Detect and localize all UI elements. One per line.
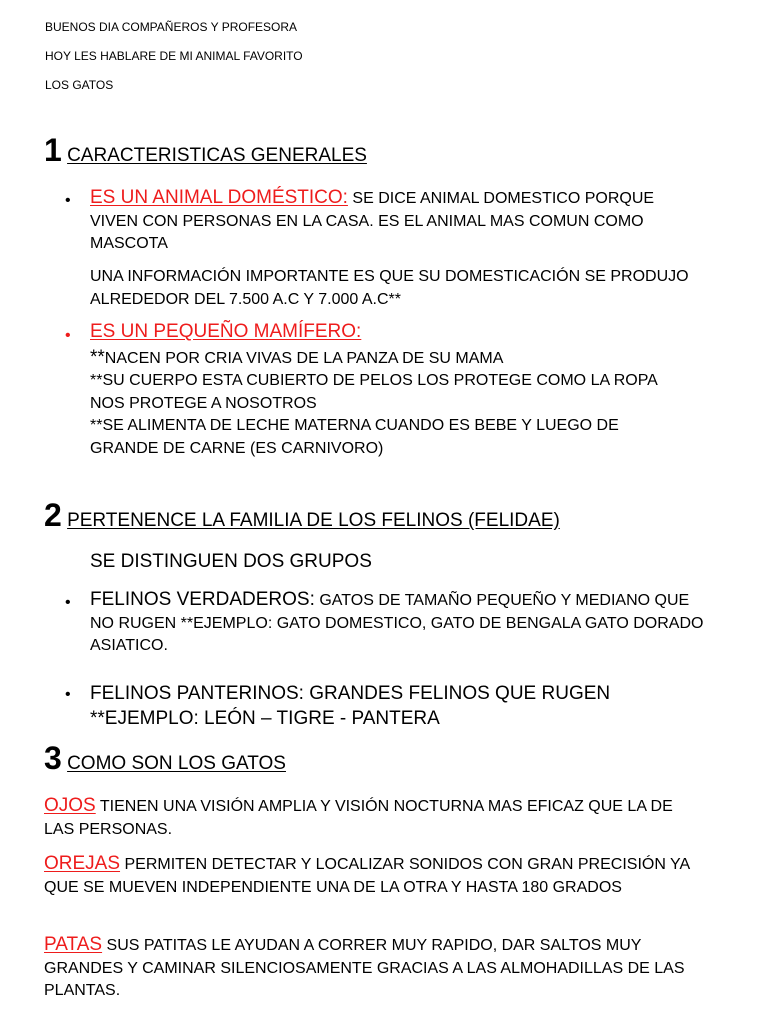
panther-felines-line1: FELINOS PANTERINOS: GRANDES FELINOS QUE RUGEN (90, 683, 611, 704)
eyes-paragraph (44, 795, 704, 841)
mammal-lead: ES UN PEQUEÑO MAMÍFERO: (90, 321, 362, 342)
bullet-icon: • (65, 192, 71, 209)
section-1-number: 1 (44, 132, 62, 168)
section-2-title: PERTENENCE LA FAMILIA DE LOS FELINOS (FELIDAE) (67, 510, 560, 531)
section-2-subtitle: SE DISTINGUEN DOS GRUPOS (90, 551, 372, 572)
domestic-text: SE DICE ANIMAL DOMESTICO PORQUE VIVEN CON PERSONAS EN LA CASA. ES EL ANIMAL MAS COMUN COMO MASCOTA (90, 190, 655, 252)
ears-paragraph (44, 853, 709, 899)
paws-paragraph (44, 934, 719, 1003)
domestic-lead: ES UN ANIMAL DOMÉSTICO: (90, 187, 348, 208)
mammal-line1: NACEN POR CRIA VIVAS DE LA PANZA DE SU MAMA (104, 349, 504, 367)
bullet-icon: • (65, 686, 71, 703)
true-felines-lead: FELINOS VERDADEROS: (90, 589, 315, 610)
section-1-item-2 (90, 321, 730, 460)
section-3-number: 3 (44, 740, 62, 776)
section-2-item-1 (90, 589, 710, 658)
paws-text: SUS PATITAS LE AYUDAN A CORRER MUY RAPIDO, DAR SALTOS MUY GRANDES Y CAMINAR SILENCIOSAMENTE GRACIAS A LAS ALMOHADILLAS DE LAS PLANTAS. (44, 937, 685, 999)
section-3-heading (44, 740, 286, 776)
section-2-heading (44, 497, 560, 533)
true-felines-text: GATOS DE TAMAÑO PEQUEÑO Y MEDIANO QUE NO RUGEN **EJEMPLO: GATO DOMESTICO, GATO DE BENGALA GATO DORADO ASIATICO. (90, 592, 704, 654)
panther-felines-line2: **EJEMPLO: LEÓN – TIGRE - PANTERA (90, 708, 440, 729)
section-1-heading (44, 132, 367, 168)
domestication-info: UNA INFORMACIÓN IMPORTANTE ES QUE SU DOMESTICACIÓN SE PRODUJO ALREDEDOR DEL 7.500 A.C Y 7.000 A.C** (90, 268, 689, 308)
section-3-title: COMO SON LOS GATOS (67, 753, 286, 774)
mammal-line3: **SE ALIMENTA DE LECHE MATERNA CUANDO ES BEBE Y LUEGO DE GRANDE DE CARNE (ES CARNIVORO) (90, 417, 619, 457)
ears-text: PERMITEN DETECTAR Y LOCALIZAR SONIDOS CON GRAN PRECISIÓN YA QUE SE MUEVEN INDEPENDIENTE UNA DE LA OTRA Y HASTA 180 GRADOS (44, 856, 690, 896)
section-2-item-2 (90, 681, 730, 731)
paws-lead: PATAS (44, 934, 103, 955)
bullet-icon: • (65, 594, 71, 611)
intro-animal: LOS GATOS (45, 78, 114, 92)
intro-greeting: BUENOS DIA COMPAÑEROS Y PROFESORA (45, 20, 298, 34)
intro-topic: HOY LES HABLARE DE MI ANIMAL FAVORITO (45, 49, 303, 63)
eyes-lead: OJOS (44, 795, 96, 816)
eyes-text: TIENEN UNA VISIÓN AMPLIA Y VISIÓN NOCTURNA MAS EFICAZ QUE LA DE LAS PERSONAS. (44, 798, 673, 838)
section-1-item-1 (90, 187, 670, 256)
mammal-line1-prefix: ** (90, 346, 105, 368)
bullet-icon: • (65, 327, 71, 344)
ears-lead: OREJAS (44, 853, 121, 874)
mammal-line2: **SU CUERPO ESTA CUBIERTO DE PELOS LOS PROTEGE COMO LA ROPA NOS PROTEGE A NOSOTROS (90, 372, 657, 412)
section-1-title: CARACTERISTICAS GENERALES (67, 145, 367, 166)
section-2-number: 2 (44, 497, 62, 533)
